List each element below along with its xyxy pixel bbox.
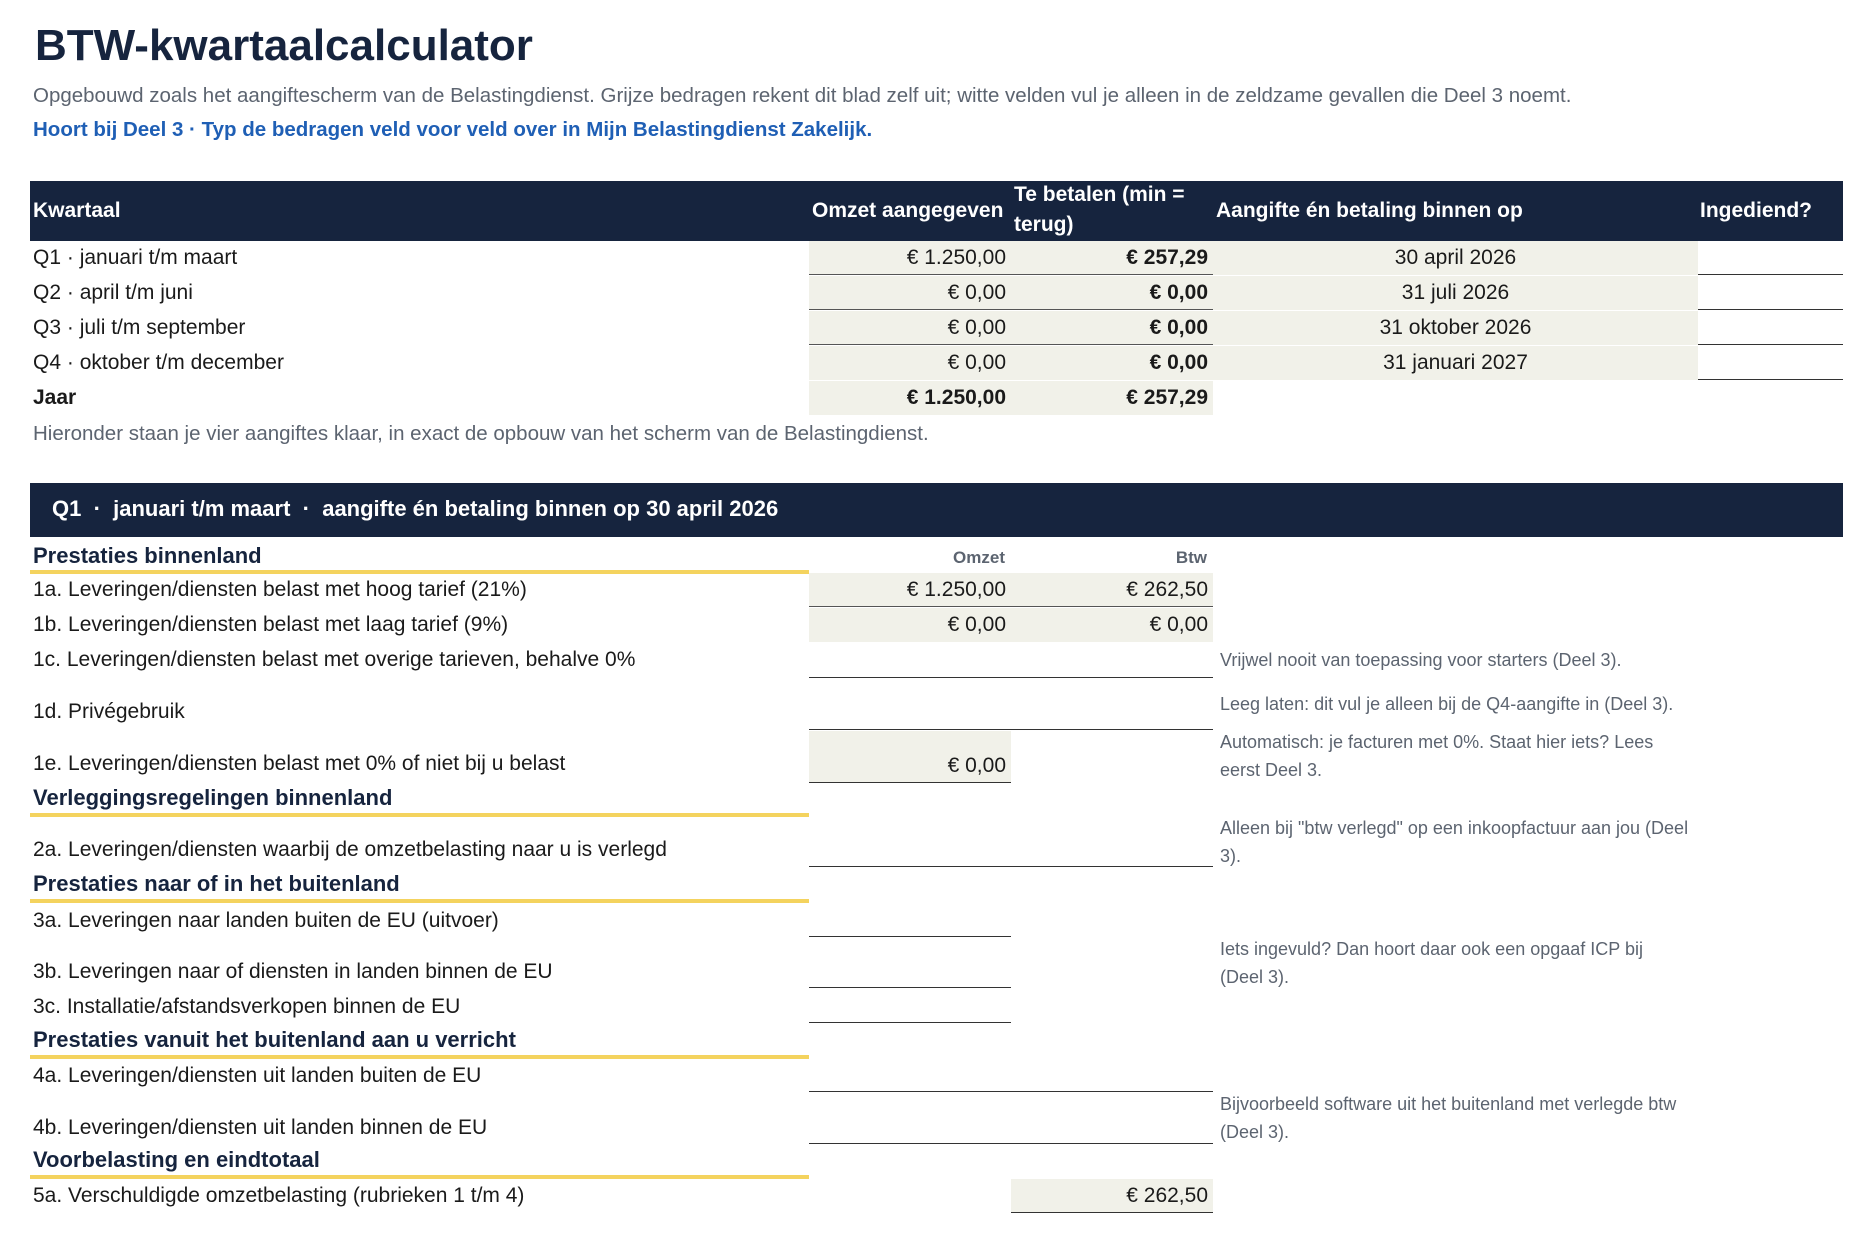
total-te-betalen-value: € 257,29 [1011, 381, 1213, 415]
row-1e-label: 1e. Leveringen/diensten belast met 0% of niet bij u belast [33, 752, 566, 775]
banner-deadline: aangifte én betaling binnen op 30 april 2026 [322, 496, 779, 521]
page-subtitle: Opgebouwd zoals het aangiftescherm van de Belastingdienst. Grijze bedragen rekent dit blad zelf uit; witte velden vul je alleen in de zeldzame gevallen die Deel 3 noemt. [33, 84, 1572, 107]
row-4a-label: 4a. Leveringen/diensten uit landen buiten de EU [33, 1064, 482, 1087]
row-divider [1698, 379, 1843, 380]
deadline-value: 30 april 2026 [1213, 241, 1698, 275]
row-divider [1698, 344, 1843, 345]
col-header-te-betalen-line2: terug) [1014, 213, 1074, 236]
col-header-omzet: Omzet [953, 548, 1005, 567]
col-header-deadline: Aangifte én betaling binnen op [1216, 199, 1523, 222]
row-divider [809, 1091, 1213, 1092]
te-betalen-value: € 0,00 [1011, 276, 1213, 310]
section-verleggingsregelingen: Verleggingsregelingen binnenland [33, 785, 393, 810]
row-5a-label: 5a. Verschuldigde omzetbelasting (rubrieken 1 t/m 4) [33, 1184, 525, 1207]
omzet-value: € 1.250,00 [809, 241, 1011, 275]
row-divider [1698, 309, 1843, 310]
row-1d-omzet-input[interactable] [809, 695, 1011, 729]
section-voorbelasting: Voorbelasting en eindtotaal [33, 1147, 320, 1172]
section-prestaties-binnenland: Prestaties binnenland [33, 543, 262, 568]
quarter-code: Q4 [33, 351, 62, 374]
page-title: BTW-kwartaalcalculator [35, 21, 533, 70]
row-divider [809, 344, 1213, 345]
omzet-value: € 0,00 [809, 346, 1011, 380]
row-divider [809, 309, 1213, 310]
row-1b-label: 1b. Leveringen/diensten belast met laag tarief (9%) [33, 613, 509, 636]
row-divider [1011, 1212, 1213, 1213]
ingediend-field[interactable] [1698, 346, 1843, 380]
quarter-code: Q1 [33, 246, 62, 269]
row-4b-omzet-input[interactable] [809, 1111, 1011, 1145]
quarter-period: januari t/m maart [79, 246, 238, 269]
te-betalen-value: € 0,00 [1011, 346, 1213, 380]
row-divider [809, 936, 1011, 937]
ingediend-field[interactable] [1698, 241, 1843, 275]
note-1c: Vrijwel nooit van toepassing voor starters (Deel 3). [1220, 650, 1622, 670]
row-3b-omzet-input[interactable] [809, 955, 1011, 989]
omzet-value: € 0,00 [809, 311, 1011, 345]
q1-banner-text: Q1 · januari t/m maart · aangifte én betaling binnen op 30 april 2026 [52, 496, 779, 521]
row-divider [809, 606, 1213, 607]
row-1a-btw: € 262,50 [1011, 573, 1213, 607]
row-divider [809, 987, 1011, 988]
row-3a-omzet-input[interactable] [809, 904, 1011, 938]
row-divider [809, 866, 1213, 867]
te-betalen-value: € 0,00 [1011, 311, 1213, 345]
row-divider [809, 677, 1213, 678]
quarter-period: april t/m juni [79, 281, 193, 304]
ingediend-field[interactable] [1698, 276, 1843, 310]
col-header-btw: Btw [1175, 548, 1207, 567]
row-1e-omzet: € 0,00 [809, 731, 1011, 783]
quarter-code: Q3 [33, 316, 62, 339]
row-1d-btw-input[interactable] [1011, 695, 1213, 729]
row-1b-omzet: € 0,00 [809, 608, 1011, 642]
row-2a-label: 2a. Leveringen/diensten waarbij de omzetbelasting naar u is verlegd [33, 838, 667, 861]
row-divider [809, 1143, 1213, 1144]
col-header-omzet: Omzet aangegeven [812, 199, 1004, 222]
total-label: Jaar [33, 386, 77, 409]
page-hint: Hoort bij Deel 3 · Typ de bedragen veld voor veld over in Mijn Belastingdienst Zakelijk. [33, 118, 873, 141]
row-divider [809, 274, 1213, 275]
row-3c-omzet-input[interactable] [809, 990, 1011, 1024]
row-4a-omzet-input[interactable] [809, 1059, 1011, 1093]
row-3a-label: 3a. Leveringen naar landen buiten de EU (uitvoer) [33, 909, 499, 932]
note-1d: Leeg laten: dit vul je alleen bij de Q4-aangifte in (Deel 3). [1220, 694, 1674, 714]
deadline-value: 31 juli 2026 [1213, 276, 1698, 310]
row-2a-omzet-input[interactable] [809, 833, 1011, 867]
section-vanuit-buitenland: Prestaties vanuit het buitenland aan u verricht [33, 1027, 516, 1052]
row-4b-label: 4b. Leveringen/diensten uit landen binnen de EU [33, 1116, 488, 1139]
section-underline [30, 899, 809, 903]
row-1c-label: 1c. Leveringen/diensten belast met overige tarieven, behalve 0% [33, 648, 636, 671]
te-betalen-value: € 257,29 [1011, 241, 1213, 275]
ingediend-field[interactable] [1698, 311, 1843, 345]
row-4a-btw-input[interactable] [1011, 1059, 1213, 1093]
total-omzet-value: € 1.250,00 [809, 381, 1011, 415]
quarter-period: oktober t/m december [79, 351, 284, 374]
note-3b: Iets ingevuld? Dan hoort daar ook een opgaaf ICP bij (Deel 3). [1220, 939, 1643, 987]
col-header-kwartaal: Kwartaal [33, 199, 121, 222]
note-4b: Bijvoorbeeld software uit het buitenland met verlegde btw (Deel 3). [1220, 1094, 1677, 1142]
section-underline [30, 1175, 809, 1179]
deadline-value: 31 oktober 2026 [1213, 311, 1698, 345]
note-2a: Alleen bij "btw verlegd" op een inkoopfactuur aan jou (Deel 3). [1220, 818, 1689, 866]
row-4b-btw-input[interactable] [1011, 1111, 1213, 1145]
row-1b-btw: € 0,00 [1011, 608, 1213, 642]
quarter-period: juli t/m september [79, 316, 246, 339]
row-3c-label: 3c. Installatie/afstandsverkopen binnen de EU [33, 995, 461, 1018]
row-divider [809, 782, 1011, 783]
banner-period: januari t/m maart [113, 496, 291, 521]
row-5a-btw: € 262,50 [1011, 1179, 1213, 1213]
row-divider [809, 729, 1213, 730]
section-underline [30, 1055, 809, 1059]
quarter-code: Q2 [33, 281, 62, 304]
row-3b-label: 3b. Leveringen naar of diensten in landen binnen de EU [33, 960, 553, 983]
row-2a-btw-input[interactable] [1011, 833, 1213, 867]
section-underline [30, 813, 809, 817]
row-1a-label: 1a. Leveringen/diensten belast met hoog tarief (21%) [33, 578, 527, 601]
section-underline [30, 570, 809, 574]
note-1e: Automatisch: je facturen met 0%. Staat hier iets? Lees eerst Deel 3. [1220, 732, 1654, 780]
summary-footnote: Hieronder staan je vier aangiftes klaar, in exact de opbouw van het scherm van de Belastingdienst. [33, 422, 929, 445]
row-1c-omzet-input[interactable] [809, 643, 1011, 677]
section-buitenland: Prestaties naar of in het buitenland [33, 871, 400, 896]
row-1d-label: 1d. Privégebruik [33, 700, 185, 723]
deadline-value: 31 januari 2027 [1213, 346, 1698, 380]
row-divider [809, 1022, 1011, 1023]
row-1c-btw-input[interactable] [1011, 643, 1213, 677]
row-1a-omzet: € 1.250,00 [809, 573, 1011, 607]
omzet-value: € 0,00 [809, 276, 1011, 310]
col-header-te-betalen-line1: Te betalen (min = [1014, 183, 1185, 206]
col-header-ingediend: Ingediend? [1700, 199, 1812, 222]
row-divider [1698, 274, 1843, 275]
banner-quarter: Q1 [52, 496, 82, 521]
